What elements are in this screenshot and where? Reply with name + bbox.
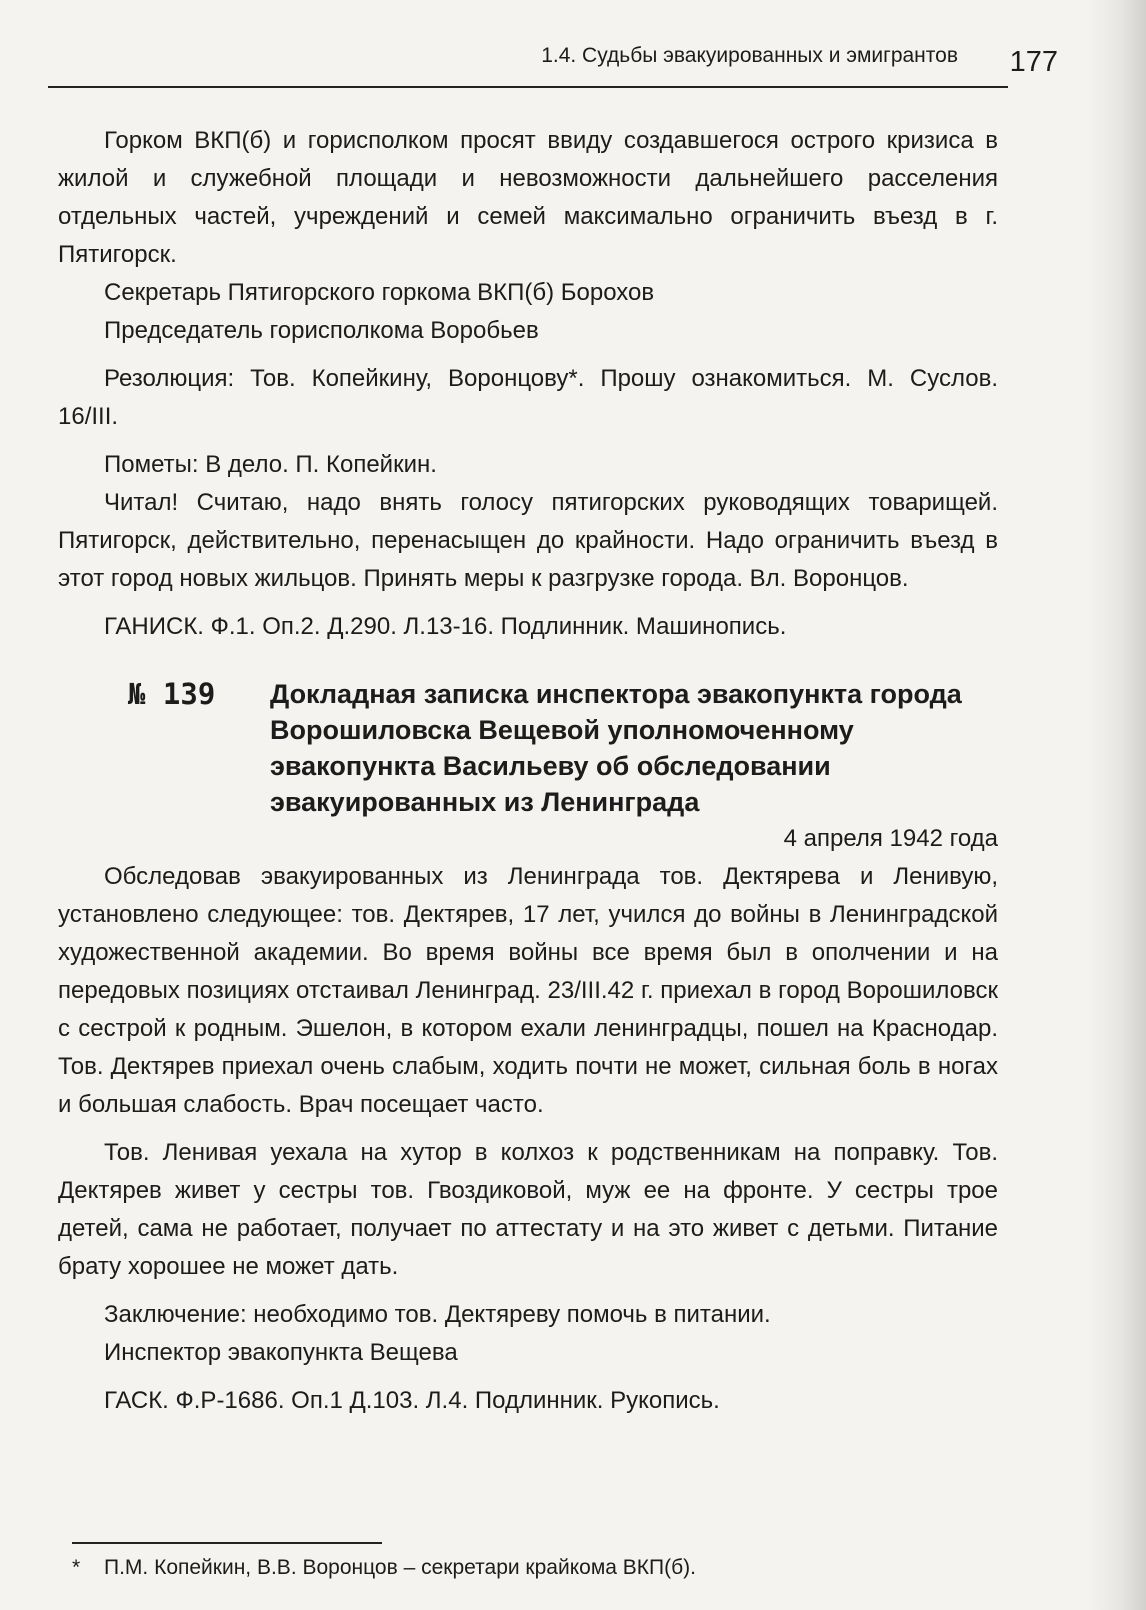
footnote xyxy=(72,1556,696,1580)
document-source: ГАСК. Ф.Р-1686. Оп.1 Д.103. Л.4. Подлинник. Рукопись. xyxy=(104,1387,720,1414)
document-title: Докладная записка инспектора эвакопункта города Ворошиловска Вещевой уполномоченному эвакопункта Васильеву об обследовании эвакуированных из Ленинграда xyxy=(270,679,962,817)
running-title: 1.4. Судьбы эвакуированных и эмигрантов xyxy=(541,44,958,67)
signature-secretary: Секретарь Пятигорского горкома ВКП(б) Борохов xyxy=(104,279,655,306)
header-rule xyxy=(48,86,1008,88)
document-paragraph: Тов. Ленивая уехала на хутор в колхоз к родственникам на поправку. Тов. Дектярев живет у сестры тов. Гвоздиковой, муж ее на фронте. У сестры трое детей, сама не работает, получает по аттестату и на это живет с детьми. Питание брату хорошее не может дать. xyxy=(58,1139,998,1280)
archive-notes: Пометы: В дело. П. Копейкин. xyxy=(104,451,437,478)
document-header xyxy=(58,676,998,820)
document-signature: Инспектор эвакопункта Вещева xyxy=(104,1339,458,1366)
document-conclusion: Заключение: необходимо тов. Дектяреву помочь в питании. xyxy=(104,1301,771,1328)
footnote-text: П.М. Копейкин, В.В. Воронцов – секретари крайкома ВКП(б). xyxy=(104,1556,696,1579)
resolution-note: Резолюция: Тов. Копейкину, Воронцову*. Прошу ознакомиться. М. Суслов. 16/III. xyxy=(58,365,998,430)
document-date: 4 апреля 1942 года xyxy=(783,825,998,852)
running-header xyxy=(48,30,1078,90)
footnote-mark: * xyxy=(72,1556,81,1579)
page-number: 177 xyxy=(1009,46,1058,78)
page-edge-shadow xyxy=(1086,0,1146,1610)
voroncov-comment: Читал! Считаю, надо внять голосу пятигорских руководящих товарищей. Пятигорск, действительно, перенасыщен до крайности. Надо ограничить въезд в этот город новых жильцов. Принять меры к разгрузке города. Вл. Воронцов. xyxy=(58,489,998,592)
document-paragraph: Обследовав эвакуированных из Ленинграда тов. Дектярева и Ленивую, установлено следующее: тов. Дектярев, 17 лет, учился до войны в Ленинградской художественной академии. Во время войны все время был в ополчении и на передовых позициях отстаивал Ленинград. 23/III.42 г. приехал в город Ворошиловск с сестрой к родным. Эшелон, в котором ехали ленинградцы, пошел на Краснодар. Тов. Дектярев приехал очень слабым, ходить почти не может, сильная боль в ногах и большая слабость. Врач посещает часто. xyxy=(58,863,998,1118)
footnote-rule xyxy=(72,1542,382,1544)
archive-source: ГАНИСК. Ф.1. Оп.2. Д.290. Л.13-16. Подлинник. Машинопись. xyxy=(104,613,787,640)
document-number: № 139 xyxy=(128,677,216,711)
signature-chairman: Председатель горисполкома Воробьев xyxy=(104,317,539,344)
previous-document-paragraph: Горком ВКП(б) и горисполком просят ввиду создавшегося острого кризиса в жилой и служебной площади и невозможности дальнейшего расселения отдельных частей, учреждений и семей максимально ограничить въезд в г. Пятигорск. xyxy=(58,127,998,268)
page-body xyxy=(58,122,998,1420)
